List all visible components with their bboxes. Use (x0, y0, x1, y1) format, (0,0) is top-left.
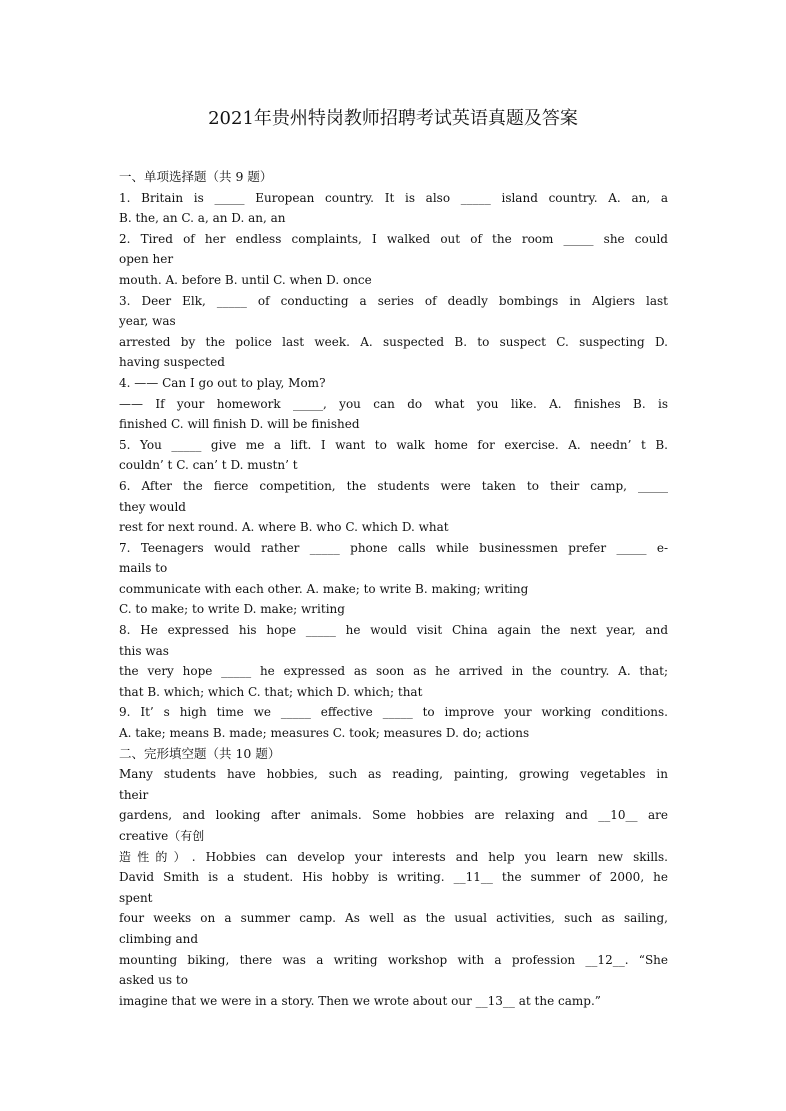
text-line: 9. It’ s high time we _____ effective _____ to improve your working conditions. (119, 705, 668, 720)
text-line: arrested by the police last week. A. suspected B. to suspect C. suspecting D. (119, 334, 668, 349)
text-line: B. the, an C. a, an D. an, an (119, 211, 286, 226)
text-line: 1. Britain is _____ European country. It is also _____ island country. A. an, a (119, 190, 668, 205)
text-line: mounting biking, there was a writing workshop with a profession __12__. “She (119, 952, 668, 967)
text-line: 6. After the fierce competition, the students were taken to their camp, _____ (119, 478, 668, 493)
text-line: Many students have hobbies, such as reading, painting, growing vegetables in (119, 767, 668, 782)
text-line: imagine that we were in a story. Then we wrote about our __13__ at the camp.” (119, 993, 601, 1008)
text-line: C. to make; to write D. make; writing (119, 602, 345, 617)
text-line: finished C. will finish D. will be finished (119, 417, 360, 432)
text-line: asked us to (119, 973, 188, 988)
text-line: 4. —— Can I go out to play, Mom? (119, 375, 326, 390)
text-line: climbing and (119, 931, 199, 946)
text-line: communicate with each other. A. make; to write B. making; writing (119, 581, 529, 596)
text-line: David Smith is a student. His hobby is writing. __11__ the summer of 2000, he (119, 870, 668, 885)
text-line: four weeks on a summer camp. As well as the usual activities, such as sailing, (119, 911, 668, 926)
text-line: couldn’ t C. can’ t D. mustn’ t (119, 458, 298, 473)
text-line: their (119, 787, 149, 802)
section-heading: 一、单项选择题（共 9 题） (119, 169, 273, 184)
text-line: 7. Teenagers would rather _____ phone calls while businessmen prefer _____ e- (119, 540, 668, 555)
text-line: rest for next round. A. where B. who C. which D. what (119, 520, 449, 535)
page-title: 2021年贵州特岗教师招聘考试英语真题及答案 (208, 108, 578, 129)
text-line: year, was (119, 314, 176, 329)
text-line: 5. You _____ give me a lift. I want to walk home for exercise. A. needn’ t B. (119, 437, 668, 452)
text-line: having suspected (119, 355, 225, 370)
text-line: 造性的）. Hobbies can develop your interests and help you learn new skills. (119, 849, 668, 864)
text-line: open her (119, 252, 174, 267)
text-line: that B. which; which C. that; which D. which; that (119, 684, 423, 699)
section-heading: 二、完形填空题（共 10 题） (119, 745, 281, 761)
text-line: gardens, and looking after animals. Some hobbies are relaxing and __10__ are (119, 808, 668, 823)
text-line: the very hope _____ he expressed as soon as he arrived in the country. A. that; (119, 664, 668, 679)
text-line: 2. Tired of her endless complaints, I walked out of the room _____ she could (119, 231, 668, 246)
document-body (119, 167, 668, 1011)
text-line: 8. He expressed his hope _____ he would visit China again the next year, and (119, 623, 668, 638)
text-line: 3. Deer Elk, _____ of conducting a series of deadly bombings in Algiers last (119, 293, 668, 308)
text-line: spent (119, 890, 153, 905)
text-line: mails to (119, 561, 168, 576)
text-line: they would (119, 499, 186, 514)
text-line: this was (119, 643, 169, 658)
text-line: A. take; means B. made; measures C. took; measures D. do; actions (119, 726, 530, 741)
text-line: creative（有创 (119, 829, 205, 843)
text-line: mouth. A. before B. until C. when D. once (119, 272, 372, 287)
text-line: —— If your homework _____, you can do what you like. A. finishes B. is (119, 396, 668, 411)
